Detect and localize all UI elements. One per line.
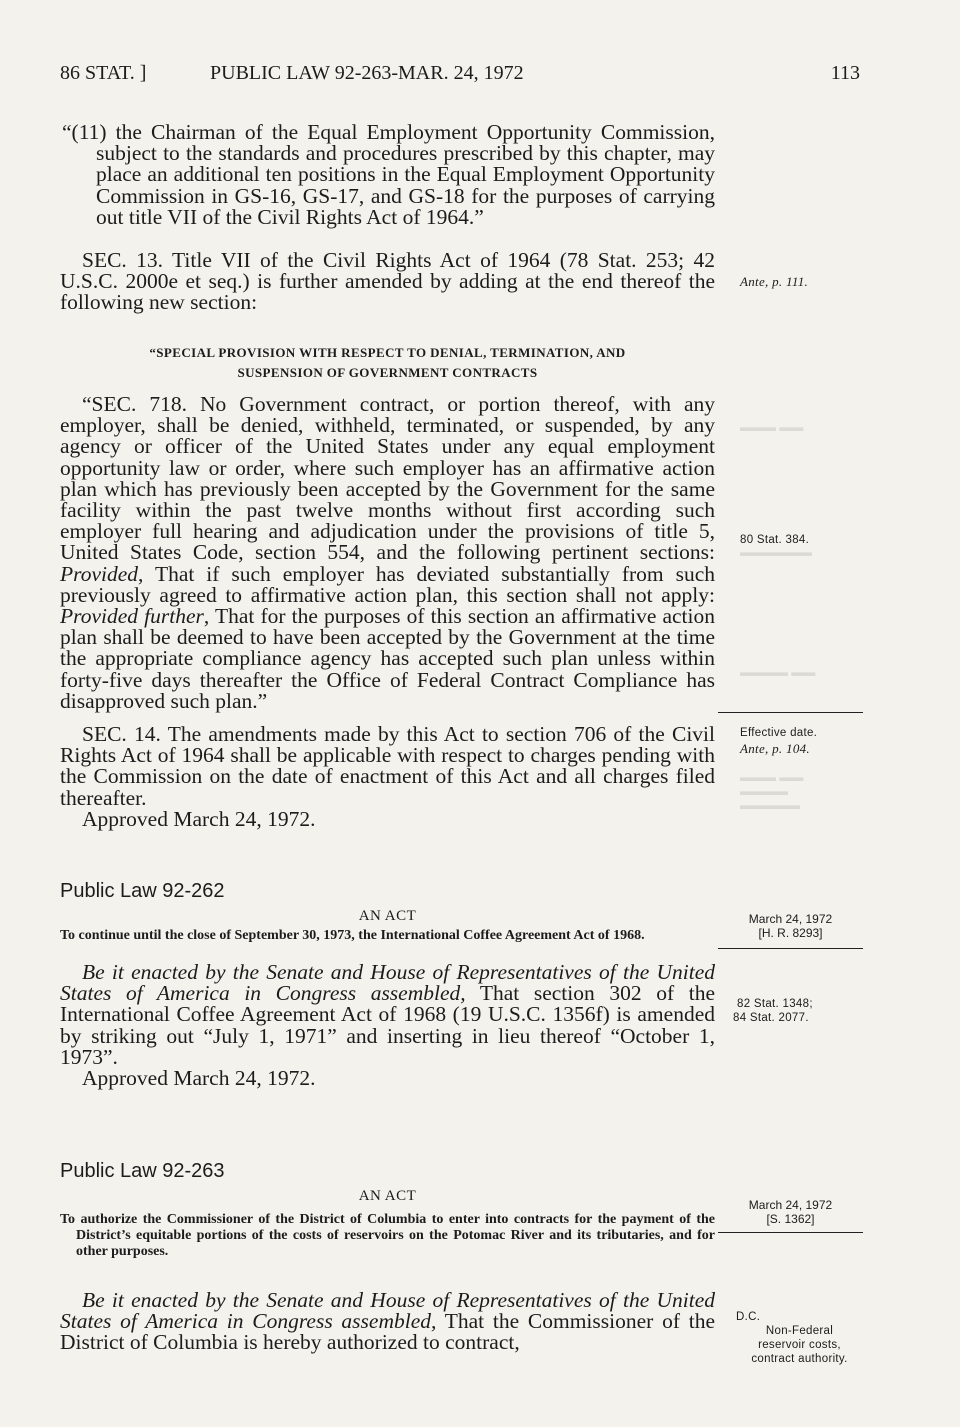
ante-104-text: Ante, p. 104.	[740, 741, 810, 756]
pl263-enacting-clause: Be it enacted by the Senate and House of Representatives of the United States of America in Congress assembled,	[60, 1288, 715, 1334]
pl263-purpose: To authorize the Commissioner of the District of Columbia to enter into contracts for the payment of the District’s equitable portions of the costs of reservoirs on the Potomac River and its tributaries, and for other purposes.	[60, 1212, 715, 1259]
section-14-text: The amendments made by this Act to section 706 of the Civil Rights Act of 1964 shall be applicable with respect to charges pending with the Commission on the date of enactment of this Act and all charges filed thereafter.	[60, 722, 715, 810]
approved-line-1: Approved March 24, 1972.	[82, 806, 316, 831]
public-law-92-262-label: Public Law 92-262	[60, 880, 225, 902]
margin-rule	[718, 712, 863, 713]
section-718-paragraph	[60, 394, 715, 712]
section-718-text-c: , That for the purposes of this section an affirmative action plan shall be deemed to have been accepted by the Government at the time the appropriate compliance agency has accepted such plan unless within forty-five days thereafter the Office of Federal Contract Compliance has disapproved such plan.”	[60, 604, 716, 713]
bleed-through-mark: ▬▬▬▬ ▬▬	[740, 665, 816, 679]
bleed-through-mark: ▬▬▬ ▬▬	[740, 420, 804, 434]
pl263-enacting-paragraph	[60, 1290, 715, 1354]
section-718-text-a: No Government contract, or portion thereof, with any employer, shall be denied, withheld, terminated, or suspended, by any agency or officer of the United States under any equal employment opportunity law or order, where such employer has an affirmative action plan which has previously been accepted by the Government for the same facility within the past twelve months without first according such employer full hearing and adjudication under the provisions of title 5, United States Code, section 554, and the following pertinent sections:	[60, 392, 716, 565]
dc-line-3: reservoir costs,	[758, 1339, 841, 1351]
margin-note-84-stat: 84 Stat. 2077.	[733, 1012, 809, 1024]
dc-line-4: contract authority.	[751, 1353, 848, 1365]
pl262-text: That section 302 of the International Coffee Agreement Act of 1968 (19 U.S.C. 1356f) is amended by striking out “July 1, 1971” and inserting in lieu thereof “October 1, 1973”.	[60, 981, 715, 1069]
margin-note-82-stat: 82 Stat. 1348;	[737, 998, 813, 1010]
pl263-bill: [S. 1362]	[766, 1212, 815, 1226]
special-provision-heading	[60, 343, 715, 383]
pl263-text: That the Commissioner of the District of Columbia is hereby authorized to contract,	[60, 1309, 715, 1355]
pl263-date-rule	[718, 1232, 863, 1233]
ante-111-text: Ante, p. 111.	[740, 274, 809, 289]
section-718-block	[60, 394, 715, 712]
section-718-text-b: , That if such employer has deviated substantially from such previously agreed to affirmative action plan, this section shall not apply:	[60, 561, 715, 607]
section-12-quote-block	[60, 122, 715, 228]
pl262-date: March 24, 1972	[748, 912, 833, 926]
margin-note-dc	[732, 1310, 867, 1366]
pl263-date-box	[728, 1198, 853, 1226]
running-header	[60, 62, 860, 92]
page-number: 113	[830, 62, 860, 84]
provided-italic: Provided	[60, 561, 139, 586]
header-title: PUBLIC LAW 92-263-MAR. 24, 1972	[210, 62, 524, 84]
special-heading-line-2: SUSPENSION OF GOVERNMENT CONTRACTS	[237, 365, 538, 380]
pl262-date-box	[728, 912, 853, 940]
section-14-block	[60, 724, 715, 830]
pl263-date: March 24, 1972	[748, 1198, 833, 1212]
section-13-text: Title VII of the Civil Rights Act of 1964 (78 Stat. 253; 42 U.S.C. 2000e et seq.) is further amended by adding at the end thereof the following new section:	[60, 248, 715, 315]
pl262-date-rule	[718, 948, 863, 949]
pl262-body	[60, 962, 715, 1089]
margin-note-80-stat: 80 Stat. 384.	[740, 534, 810, 546]
dc-line-2: Non-Federal	[765, 1325, 834, 1337]
pl262-enacting-paragraph	[60, 962, 715, 1068]
pl263-an-act: AN ACT	[358, 1188, 417, 1204]
pl262-bill: [H. R. 8293]	[758, 926, 823, 940]
section-14-paragraph	[60, 724, 715, 809]
provided-further-italic: Provided further	[60, 604, 204, 629]
dc-line-1: D.C.	[736, 1311, 761, 1323]
section-13-block	[60, 250, 715, 314]
bleed-through-mark: ▬▬▬ ▬▬ ▬▬▬▬ ▬▬▬▬▬	[740, 770, 804, 812]
approved-line-2: Approved March 24, 1972.	[82, 1066, 316, 1091]
public-law-92-263-label: Public Law 92-263	[60, 1160, 225, 1182]
pl262-purpose: To continue until the close of September 30, 1973, the International Coffee Agreement Act of 1968.	[60, 928, 645, 943]
pl263-body	[60, 1290, 715, 1354]
pl262-an-act: AN ACT	[358, 908, 417, 924]
header-stat: 86 STAT. ]	[60, 62, 147, 84]
pl263-purpose-block	[60, 1212, 715, 1260]
pl262-enacting-clause: Be it enacted by the Senate and House of Representatives of the United States of America in Congress assembled,	[60, 960, 715, 1006]
pl262-purpose-block	[60, 928, 715, 944]
section-12-quote: “(11) the Chairman of the Equal Employment Opportunity Commission, subject to the standards and procedures prescribed by this chapter, may place an additional ten positions in the Equal Employment Opportunity Commission in GS-16, GS-17, and GS-18 for the purposes of carrying out title VII of the Civil Rights Act of 1964.”	[62, 120, 715, 229]
special-heading-line-1: “SPECIAL PROVISION WITH RESPECT TO DENIAL, TERMINATION, AND	[149, 345, 626, 360]
margin-note-effective-date: Effective date.	[740, 727, 818, 739]
margin-note-ante-104	[740, 742, 810, 757]
section-13-label: SEC. 13.	[82, 248, 164, 272]
section-14-label: SEC. 14.	[82, 722, 161, 746]
section-718-label: “SEC. 718.	[82, 392, 187, 416]
bleed-through-mark: ▬▬▬▬▬▬	[740, 545, 812, 559]
section-13-paragraph	[60, 250, 715, 314]
margin-note-ante-111	[740, 275, 808, 290]
